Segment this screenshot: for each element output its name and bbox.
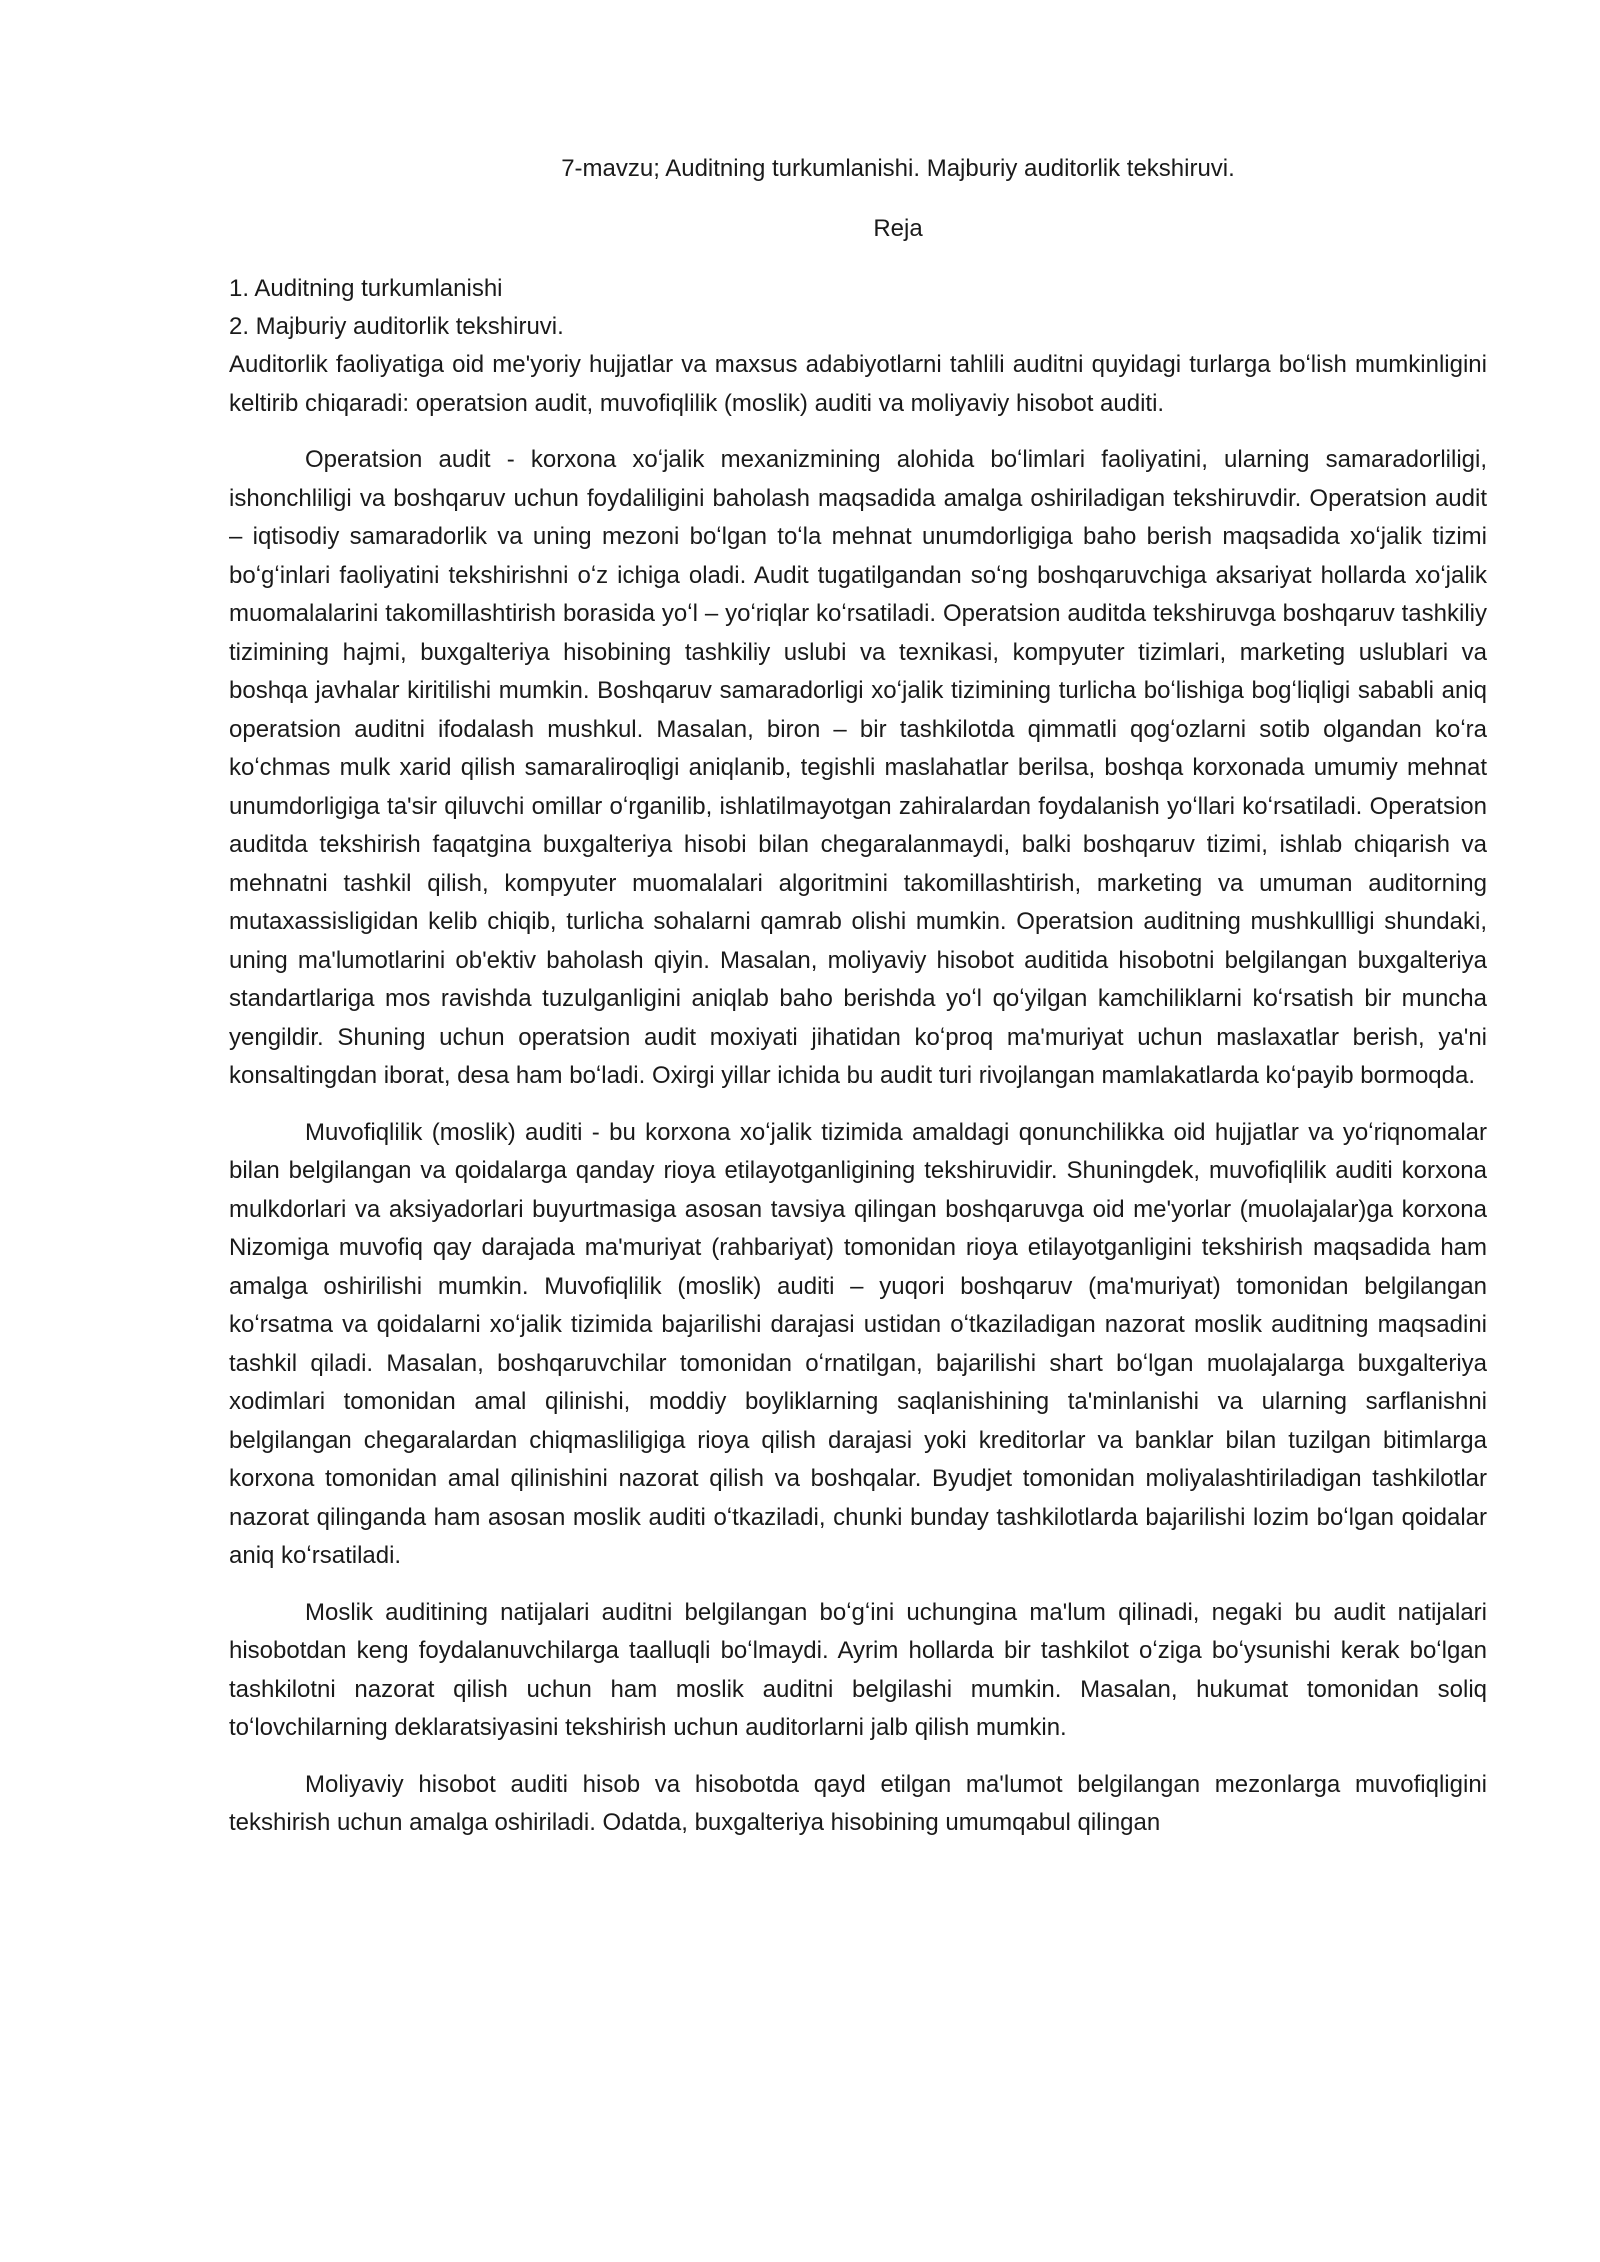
intro-paragraph: Auditorlik faoliyatiga oid me'yoriy hujjatlar va maxsus adabiyotlarni tahlili auditni quyidagi turlarga boʻlish mumkinligini keltirib chiqaradi: operatsion audit, muvofiqlilik (moslik) auditi va moliyaviy hisobot auditi.: [229, 351, 1487, 417]
plan-item-2: 2. Majburiy auditorlik tekshiruvi.: [229, 313, 564, 340]
plan-item-1: 1. Auditning turkumlanishi: [229, 275, 503, 302]
document-page: [229, 150, 1487, 1861]
compliance-audit-paragraph: Muvofiqlilik (moslik) auditi - bu korxona xoʻjalik tizimida amaldagi qonunchilikka oid hujjatlar va yoʻriqnomalar bilan belgilangan va qoidalarga qanday rioya etilayotganligining tekshiruvidir. Shuningdek, muvofiqlilik auditi korxona mulkdorlari va aksiyadorlari buyurtmasiga asosan tavsiya qilingan boshqaruvga oid me'yorlar (muolajalar)ga korxona Nizomiga muvofiq qay darajada ma'muriyat (rahbariyat) tomonidan rioya etilayotganligini tekshirish maqsadida ham amalga oshirilishi mumkin. Muvofiqlilik (moslik) auditi – yuqori boshqaruv (ma'muriyat) tomonidan belgilangan koʻrsatma va qoidalarni xoʻjalik tizimida bajarilishi darajasi ustidan oʻtkaziladigan nazorat moslik auditning maqsadini tashkil qiladi. Masalan, boshqaruvchilar tomonidan oʻrnatilgan, bajarilishi shart boʻlgan muolajalarga buxgalteriya xodimlari tomonidan amal qilinishi, moddiy boyliklarning saqlanishining ta'minlanishi va ularning sarflanishni belgilangan chegaralardan chiqmasliligiga rioya qilish darajasi yoki kreditorlar va banklar bilan tuzilgan bitimlarga korxona tomonidan amal qilinishini nazorat qilish va boshqalar. Byudjet tomonidan moliyalashtiriladigan tashkilotlar nazorat qilinganda ham asosan moslik auditi oʻtkaziladi, chunki bunday tashkilotlarda bajarilishi lozim boʻlgan qoidalar aniq koʻrsatiladi.: [229, 1118, 1487, 1569]
plan-heading: Reja: [873, 215, 923, 242]
document-title: 7-mavzu; Auditning turkumlanishi. Majburiy auditorlik tekshiruvi.: [561, 155, 1235, 182]
financial-audit-paragraph: Moliyaviy hisobot auditi hisob va hisobotda qayd etilgan ma'lumot belgilangan mezonlarga muvofiqligini tekshirish uchun amalga oshiriladi. Odatda, buxgalteriya hisobining umumqabul qilingan: [229, 1770, 1487, 1836]
compliance-results-paragraph: Moslik auditining natijalari auditni belgilangan boʻgʻini uchungina ma'lum qilinadi, negaki bu audit natijalari hisobotdan keng foydalanuvchilarga taalluqli boʻlmaydi. Ayrim hollarda bir tashkilot oʻziga boʻysunishi kerak boʻlgan tashkilotni nazorat qilish uchun ham moslik auditni belgilashi mumkin. Masalan, hukumat tomonidan soliq toʻlovchilarning deklaratsiyasini tekshirish uchun auditorlarni jalb qilish mumkin.: [229, 1598, 1487, 1741]
operational-audit-paragraph: Operatsion audit - korxona xoʻjalik mexanizmining alohida boʻlimlari faoliyatini, ularning samaradorliligi, ishonchliligi va boshqaruv uchun foydaliligini baholash maqsadida amalga oshiriladigan tekshiruvdir. Operatsion audit – iqtisodiy samaradorlik va uning mezoni boʻlgan toʻla mehnat unumdorligiga baho berish maqsadida xoʻjalik tizimi boʻgʻinlari faoliyatini tekshirishni oʻz ichiga oladi. Audit tugatilgandan soʻng boshqaruvchiga aksariyat hollarda xoʻjalik muomalalarini takomillashtirish borasida yoʻl – yoʻriqlar koʻrsatiladi. Operatsion auditda tekshiruvga boshqaruv tashkiliy tizimining hajmi, buxgalteriya hisobining tashkiliy uslubi va texnikasi, kompyuter tizimlari, marketing uslublari va boshqa javhalar kiritilishi mumkin. Boshqaruv samaradorligi xoʻjalik tizimining turlicha boʻlishiga bogʻliqligi sababli aniq operatsion auditni ifodalash mushkul. Masalan, biron – bir tashkilotda qimmatli qogʻozlarni sotib olgandan koʻra koʻchmas mulk xarid qilish samaraliroqligi aniqlanib, tegishli maslahatlar berilsa, boshqa korxonada umumiy mehnat unumdorligiga ta'sir qiluvchi omillar oʻrganilib, ishlatilmayotgan zahiralardan foydalanish yoʻllari koʻrsatiladi. Operatsion auditda tekshirish faqatgina buxgalteriya hisobi bilan chegaralanmaydi, balki boshqaruv tizimi, ishlab chiqarish va mehnatni tashkil qilish, kompyuter muomalalari algoritmini takomillashtirish, marketing va umuman auditorning mutaxassisligidan kelib chiqib, turlicha sohalarni qamrab olishi mumkin. Operatsion auditning mushkullligi shundaki, uning ma'lumotlarini ob'ektiv baholash qiyin. Masalan, moliyaviy hisobot auditida hisobotni belgilangan buxgalteriya standartlariga mos ravishda tuzulganligini aniqlab baho berishda yoʻl qoʻyilgan kamchiliklarni koʻrsatish bir muncha yengildir. Shuning uchun operatsion audit moxiyati jihatidan koʻproq ma'muriyat uchun maslaxatlar berish, ya'ni konsaltingdan iborat, desa ham boʻladi. Oxirgi yillar ichida bu audit turi rivojlangan mamlakatlarda koʻpayib bormoqda.: [229, 446, 1487, 1089]
